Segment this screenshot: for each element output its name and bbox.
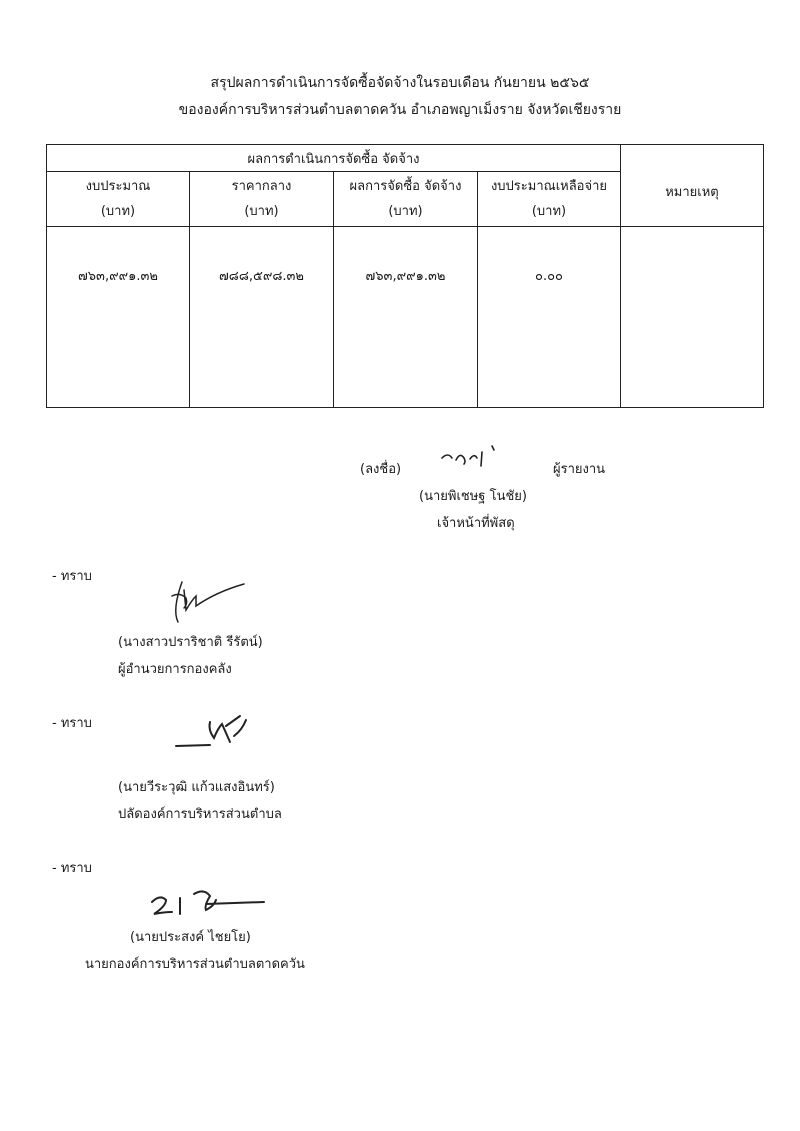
column-header-label: งบประมาณ xyxy=(85,179,151,194)
acknowledge-label: - ทราบ xyxy=(52,716,92,731)
column-header-unit: (บาท) xyxy=(244,204,279,219)
organization-subtitle: ขององค์การบริหารส่วนตำบลตาดควัน อำเภอพญาเม็งราย จังหวัดเชียงราย xyxy=(178,102,622,118)
reporter-name: (นายพิเชษฐ โนชัย) xyxy=(419,489,527,504)
procurement-results-group-header: ผลการดำเนินการจัดซื้อ จัดจ้าง xyxy=(47,145,621,172)
column-header-unit: (บาท) xyxy=(388,204,423,219)
finance-director-position: ผู้อำนวยการกองคลัง xyxy=(118,662,232,677)
column-header-unit: (บาท) xyxy=(100,204,136,219)
remaining-budget-value: ๐.๐๐ xyxy=(478,227,621,408)
budget-value: ๗๖๓,๙๙๑.๓๒ xyxy=(47,227,190,408)
finance-director-name: (นางสาวปราริชาติ รีรัตน์) xyxy=(118,635,263,650)
column-header-remaining-budget xyxy=(478,172,621,227)
column-header-median-price xyxy=(190,172,334,227)
table-row xyxy=(47,227,764,408)
mayor-position: นายกองค์การบริหารส่วนตำบลตาดควัน xyxy=(85,957,305,972)
mayor-name: (นายประสงค์ ไชยโย) xyxy=(130,930,251,945)
mayor-signature xyxy=(146,886,276,920)
median-price-value: ๗๘๘,๕๙๘.๓๒ xyxy=(190,227,334,408)
notes-value xyxy=(621,227,764,408)
chief-administrator-position: ปลัดองค์การบริหารส่วนตำบล xyxy=(118,807,282,822)
reporter-position: เจ้าหน้าที่พัสดุ xyxy=(437,516,515,531)
report-title: สรุปผลการดำเนินการจัดซื้อจัดจ้างในรอบเดือน กันยายน ๒๕๖๕ xyxy=(210,75,590,91)
finance-director-signature xyxy=(158,572,248,627)
reporter-role: ผู้รายงาน xyxy=(553,462,606,477)
column-header-procurement-result xyxy=(334,172,478,227)
column-header-label: งบประมาณเหลือจ่าย xyxy=(490,179,608,194)
column-header-budget xyxy=(47,172,190,227)
chief-administrator-name: (นายวีระวุฒิ แก้วแสงอินทร์) xyxy=(118,780,275,795)
procurement-result-value: ๗๖๓,๙๙๑.๓๒ xyxy=(334,227,478,408)
notes-column-header: หมายเหตุ xyxy=(621,145,764,227)
procurement-summary-table xyxy=(46,144,764,408)
column-header-label: ผลการจัดซื้อ จัดจ้าง xyxy=(349,179,462,194)
column-header-unit: (บาท) xyxy=(531,204,567,219)
acknowledge-label: - ทราบ xyxy=(52,569,92,584)
column-header-label: ราคากลาง xyxy=(231,179,292,194)
sign-label: (ลงชื่อ) xyxy=(360,462,402,477)
reporter-signature xyxy=(436,440,516,470)
chief-administrator-signature xyxy=(174,712,254,754)
acknowledge-label: - ทราบ xyxy=(52,861,92,876)
